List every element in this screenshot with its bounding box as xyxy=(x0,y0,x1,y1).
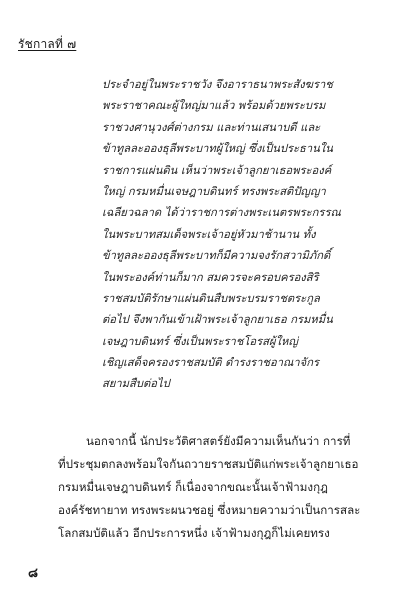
quote-line: เชิญเสด็จครองราชสมบัติ ดำรงราชอาณาจักร xyxy=(102,356,320,370)
quoted-passage xyxy=(102,74,341,395)
quote-line: ในพระองค์ท่านก็มาก สมควรจะครอบครองสิริ xyxy=(102,270,319,284)
body-line: ที่ประชุมตกลงพร้อมใจกันถวายราชสมบัติแก่พระเจ้าลูกยาเธอ xyxy=(58,457,359,471)
body-line: องค์รัชทายาท ทรงพระผนวชอยู่ ซึ่งหมายความว่าเป็นการสละ xyxy=(58,503,361,517)
quote-line: ราชสมบัติรักษาแผ่นดินสืบพระบรมราชตระกูล xyxy=(102,291,320,305)
quote-line: พระราชาคณะผู้ใหญ่มาแล้ว พร้อมด้วยพระบรม xyxy=(102,99,326,113)
quote-line: ประจำอยู่ในพระราชวัง จึงอาราธนาพระสังฆราช xyxy=(102,78,333,91)
page-number: ๘ xyxy=(28,566,39,581)
quote-line: เฉลียวฉลาด ได้ว่าราชการต่างพระเนตรพระกรรณ xyxy=(102,206,341,220)
quote-line: ราชวงศานุวงศ์ต่างกรม และท่านเสนาบดี และ xyxy=(102,120,321,134)
body-line: กรมหมื่นเจษฎาบดินทร์ ก็เนื่องจากขณะนั้นเจ้าฟ้ามงกุฎ xyxy=(58,480,328,494)
quote-line: ในพระบาทสมเด็จพระเจ้าอยู่หัวมาช้านาน ทั้ง xyxy=(102,227,316,241)
quote-line: ต่อไป จึงพากันเข้าเฝ้าพระเจ้าลูกยาเธอ กรมหมื่น xyxy=(102,313,333,327)
quote-line: ข้าทูลละอองธุลีพระบาทผู้ใหญ่ ซึ่งเป็นประธานใน xyxy=(102,142,333,156)
body-paragraph xyxy=(58,430,388,545)
quote-line: ราชการแผ่นดิน เห็นว่าพระเจ้าลูกยาเธอพระองค์ xyxy=(102,163,332,177)
body-line: โลกสมบัติแล้ว อีกประการหนึ่ง เจ้าฟ้ามงกุฎก็ไม่เคยทรง xyxy=(58,526,330,540)
quote-line: ข้าทูลละอองธุลีพระบาทก็มีความจงรักสวามิภักดิ์ xyxy=(102,249,331,263)
quote-line: ใหญ่ กรมหมื่นเจษฎาบดินทร์ ทรงพระสติปัญญา xyxy=(102,184,326,198)
body-line: นอกจากนี้ นักประวัติศาสตร์ยังมีความเห็นกันว่า การที่ xyxy=(86,434,351,448)
quote-line: สยามสืบต่อไป xyxy=(102,377,170,391)
quote-line: เจษฎาบดินทร์ ซึ่งเป็นพระราชโอรสผู้ใหญ่ xyxy=(102,334,298,348)
running-header: รัชกาลที่ ๗ xyxy=(18,37,77,51)
